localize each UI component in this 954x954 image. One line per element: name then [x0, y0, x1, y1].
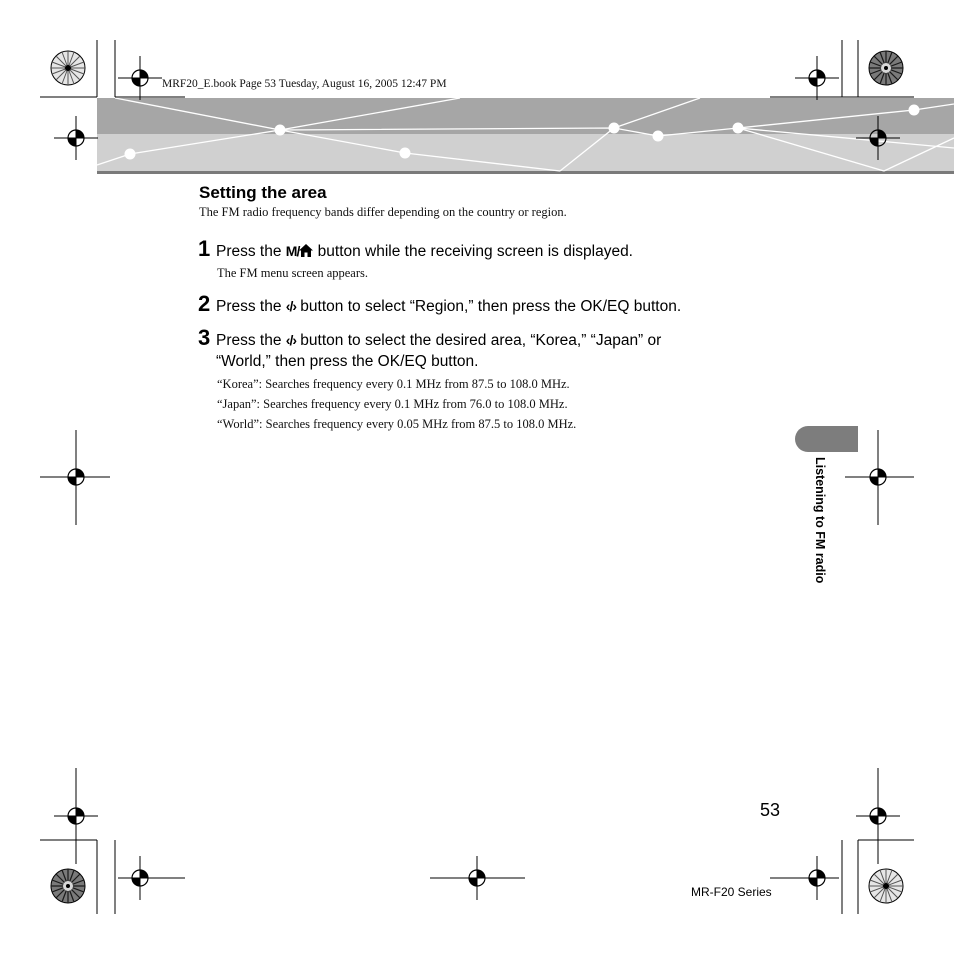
home-icon	[299, 244, 313, 257]
registration-mark-icon	[118, 56, 162, 100]
registration-mark-icon	[856, 794, 900, 838]
step-number: 2	[198, 291, 211, 316]
registration-mark-icon	[455, 856, 499, 900]
step-3-text-continued: “World,” then press the OK/EQ button.	[216, 353, 479, 370]
step-number: 1	[198, 236, 211, 261]
region-note-world: “World”: Searches frequency every 0.05 MHz from 87.5 to 108.0 MHz.	[217, 417, 577, 431]
registration-mark-icon	[118, 856, 162, 900]
series-label: MR-F20 Series	[691, 885, 772, 899]
left-right-button-glyph: ‹/›	[285, 298, 296, 314]
step-1-text: Press the M/ button while the receiving screen is displayed.	[216, 240, 633, 263]
menu-button-glyph: M/	[285, 243, 300, 259]
registration-mark-icon	[795, 856, 839, 900]
color-wheel-icon	[51, 51, 85, 85]
color-wheel-icon	[51, 869, 85, 903]
section-intro: The FM radio frequency bands differ depending on the country or region.	[199, 205, 567, 219]
region-note-japan: “Japan”: Searches frequency every 0.1 MHz from 76.0 to 108.0 MHz.	[217, 397, 568, 411]
registration-mark-icon	[795, 56, 839, 100]
step-number: 3	[198, 325, 211, 350]
region-note-korea: “Korea”: Searches frequency every 0.1 MHz from 87.5 to 108.0 MHz.	[217, 377, 570, 391]
left-right-button-glyph: ‹/›	[285, 332, 296, 348]
registration-mark-icon	[54, 116, 98, 160]
chapter-label: Listening to FM radio	[813, 457, 827, 584]
step-3-text: Press the ‹/› button to select the desired area, “Korea,” “Japan” or	[216, 329, 661, 352]
print-info-slug: MRF20_E.book Page 53 Tuesday, August 16, 2005 12:47 PM	[162, 78, 447, 90]
color-wheel-icon	[869, 869, 903, 903]
step-1-note: The FM menu screen appears.	[217, 266, 368, 280]
registration-mark-icon	[856, 455, 900, 499]
section-heading: Setting the area	[199, 183, 327, 202]
chapter-tab	[795, 426, 858, 452]
registration-mark-icon	[54, 794, 98, 838]
registration-mark-icon	[856, 116, 900, 160]
page-number: 53	[760, 800, 781, 820]
step-2-text: Press the ‹/› button to select “Region,” then press the OK/EQ button.	[216, 295, 681, 318]
color-wheel-icon	[869, 51, 903, 85]
registration-mark-icon	[54, 455, 98, 499]
